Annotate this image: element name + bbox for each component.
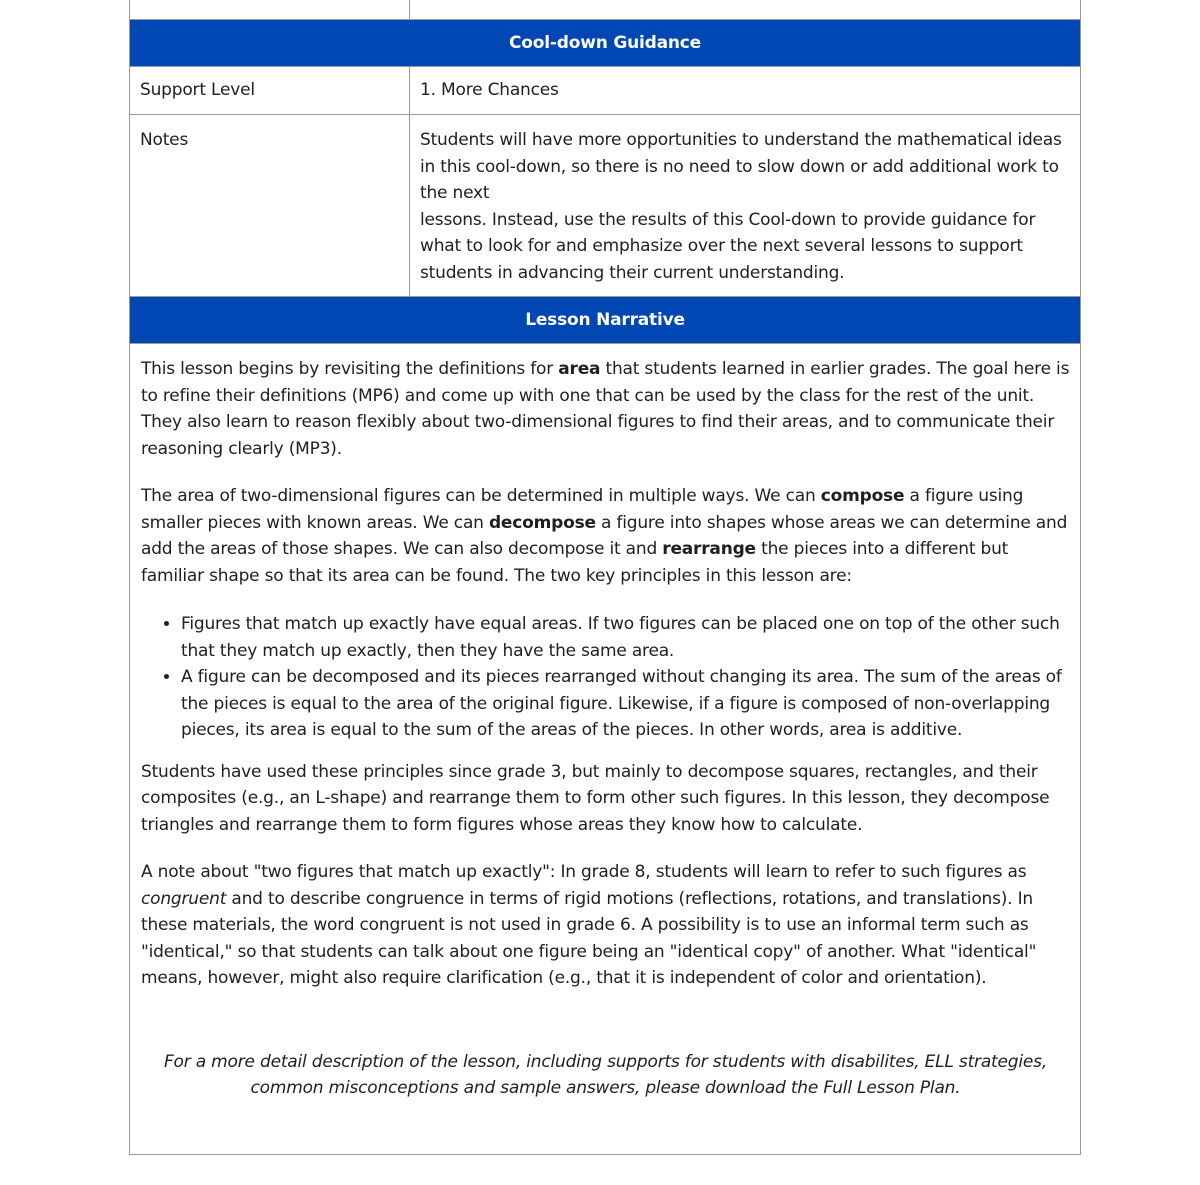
cooldown-table bbox=[129, 0, 1081, 1155]
text-run: The area of two-dimensional figures can be determined in multiple ways. We can bbox=[141, 486, 821, 506]
list-item: • A figure can be decomposed and its pieces rearranged without changing its area. The sum of the areas of the pieces is equal to the area of the original figure. Likewise, if a figure is composed of non-overlapping pieces, its area is equal to the sum of the areas of the pieces. In other words, area is additive. bbox=[181, 664, 1070, 744]
text-run: a figure using smaller pieces with known areas. We can bbox=[141, 486, 1024, 533]
support-level-row bbox=[130, 67, 1081, 115]
bold-term-decompose: decompose bbox=[488, 512, 596, 533]
narrative-body bbox=[130, 344, 1081, 1155]
narrative-row bbox=[130, 344, 1081, 1155]
narrative-paragraph-2 bbox=[141, 483, 1070, 589]
notes-value bbox=[410, 115, 1081, 297]
notes-line: Students will have more opportunities to understand the mathematical ideas in this cool-down, so there is no need to slow down or add additional work to the next bbox=[420, 130, 1062, 203]
cooldown-header-row bbox=[130, 20, 1081, 67]
notes-row bbox=[130, 115, 1081, 297]
narrative-paragraph-3: Students have used these principles since grade 3, but mainly to decompose squares, rectangles, and their composites (e.g., an L-shape) and rearrange them to form other such figures. In this lesson, they decompose triangles and rearrange them to form figures whose areas they know how to calculate. bbox=[141, 761, 1050, 835]
notes-label: Notes bbox=[130, 115, 410, 297]
lesson-content bbox=[129, 0, 1081, 1155]
full-lesson-plan-note: For a more detail description of the lesson, including supports for students with disabilites, ELL strategies, common misconceptions and sample answers, please download the Full Lesson Plan. bbox=[163, 1051, 1048, 1098]
notes-line: lessons. Instead, use the results of this Cool-down to provide guidance for what to look for and emphasize over the next several lessons to support students in advancing their current understanding. bbox=[420, 209, 1036, 283]
narrative-paragraph-1 bbox=[141, 356, 1070, 462]
bold-term-area: area bbox=[558, 359, 601, 379]
text-run: that students learned in earlier grades. The goal here is to refine their definitions (MP6) and come up with one that can be used by the class for the rest of the unit. They also learn to reason flexibly about two-dimensional figures to find their areas, and to communicate their reasoning clearly (MP3). bbox=[141, 359, 1070, 459]
previous-row-cell bbox=[410, 0, 1081, 20]
previous-row-remainder bbox=[130, 0, 1081, 20]
support-level-label: Support Level bbox=[130, 67, 410, 115]
text-run: a figure into shapes whose areas we can determine and add the areas of those shapes. We can also decompose it and bbox=[141, 512, 1068, 559]
narrative-header-row bbox=[130, 297, 1081, 344]
cooldown-header: Cool-down Guidance bbox=[130, 20, 1081, 67]
narrative-header: Lesson Narrative bbox=[130, 297, 1081, 344]
bold-term-compose: compose bbox=[820, 486, 905, 506]
text-run: This lesson begins by revisiting the definitions for bbox=[141, 359, 559, 379]
bold-term-rearrange: rearrange bbox=[662, 539, 756, 559]
italic-term-congruent: congruent bbox=[141, 888, 227, 909]
narrative-paragraph-4 bbox=[141, 859, 1070, 992]
text-run: and to describe congruence in terms of rigid motions (reflections, rotations, and translations). In these materials, the word congruent is not used in grade 6. A possibility is to use an informal term such as "identical," so that students can talk about one figure being an "identical copy" of another. What "identical" means, however, might also require clarification (e.g., that it is independent of color and orientation). bbox=[141, 888, 1037, 988]
previous-row-cell bbox=[130, 0, 410, 20]
list-item: • Figures that match up exactly have equal areas. If two figures can be placed one on top of the other such that they match up exactly, then they have the same area. bbox=[181, 611, 1070, 664]
text-run: the pieces into a different but familiar shape so that its area can be found. The two key principles in this lesson are: bbox=[141, 539, 1009, 586]
text-run: A note about "two figures that match up exactly": In grade 8, students will learn to refer to such figures as bbox=[141, 862, 1027, 882]
support-level-value: 1. More Chances bbox=[410, 67, 1081, 115]
key-principles-list bbox=[141, 611, 1070, 744]
